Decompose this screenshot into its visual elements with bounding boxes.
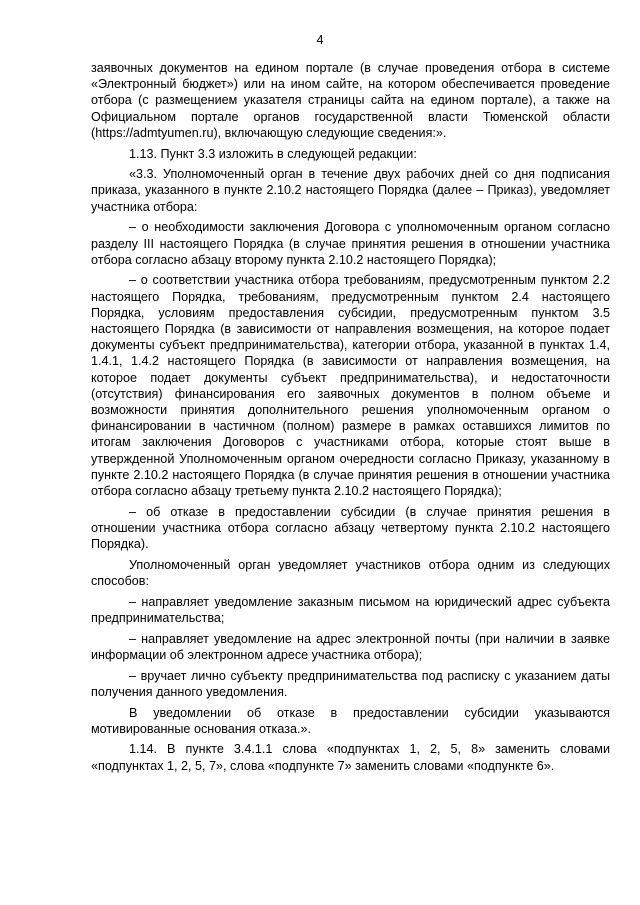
paragraph-continuation: заявочных документов на едином портале (в случае проведения отбора в системе «Электронный бюджет») или на ином сайте, на котором обеспечивается проведение отбора (с размещением указателя страницы сайта на едином портале), а также на Официальном портале органов государственной власти Тюменской области (https://admtyumen.ru), включающую следующие сведения:». [91,61,610,140]
list-item-contract: – о необходимости заключения Договора с уполномоченным органом согласно разделу III настоящего Порядка (в случае принятия решения в отношении участника отбора согласно абзацу второму пункта 2.10.2 настоящего Порядка); [91,220,610,267]
document-body [91,60,610,778]
paragraph-1-14: 1.14. В пункте 3.4.1.1 слова «подпунктах 1, 2, 5, 8» заменить словами «подпунктах 1, 2, 5, 7», слова «подпункте 7» заменить словами «подпункте 6». [91,742,610,773]
list-item-in-person: – вручает лично субъекту предпринимательства под расписку с указанием даты получения данного уведомления. [91,668,610,699]
paragraph-3-3: «3.3. Уполномоченный орган в течение двух рабочих дней со дня подписания приказа, указанного в пункте 2.10.2 настоящего Порядка (далее – Приказ), уведомляет участника отбора: [91,167,610,214]
list-item-refusal: – об отказе в предоставлении субсидии (в случае принятия решения в отношении участника отбора согласно абзацу четвертому пункта 2.10.2 настоящего Порядка). [91,504,610,552]
paragraph-1-13: 1.13. Пункт 3.3 изложить в следующей редакции: [129,146,417,161]
list-item-compliance: – о соответствии участника отбора требованиям, предусмотренным пунктом 2.2 настоящего Порядка, требованиям, предусмотренным пунктом 2.4 настоящего Порядка, условиям предоставления субсидии, предусмотренным пунктом 3.5 настоящего Порядка (в зависимости от направления возмещения, на которое подает документы субъект предпринимательства), категории отбора, указанной в пунктах 1.4, 1.4.1, 1.4.2 настоящего Порядка (в зависимости от направления возмещения, на которое подает документы субъект предпринимательства), и недостаточности (отсутствия) финансирования его заявочных документов в полном объеме и возможности принятия дополнительного решения уполномоченным органом о финансировании в частичном (полном) размере в рамках оставшихся лимитов по итогам заключения Договоров с участниками отбора, которые стоят выше в утвержденной Уполномоченным органом очередности согласно Приказу, указанному в пункте 2.10.2 настоящего Порядка (в случае принятия решения в отношении участника отбора согласно абзацу третьему пункта 2.10.2 настоящего Порядка); [91,273,610,499]
page-number: 4 [316,33,324,47]
list-item-registered-mail: – направляет уведомление заказным письмом на юридический адрес субъекта предпринимательства; [91,594,610,625]
list-item-email: – направляет уведомление на адрес электронной почты (при наличии в заявке информации об электронном адресе участника отбора); [91,631,610,662]
paragraph-notification-methods: Уполномоченный орган уведомляет участников отбора одним из следующих способов: [91,557,610,589]
paragraph-refusal-grounds: В уведомлении об отказе в предоставлении субсидии указываются мотивированные основания отказа.». [91,705,610,736]
